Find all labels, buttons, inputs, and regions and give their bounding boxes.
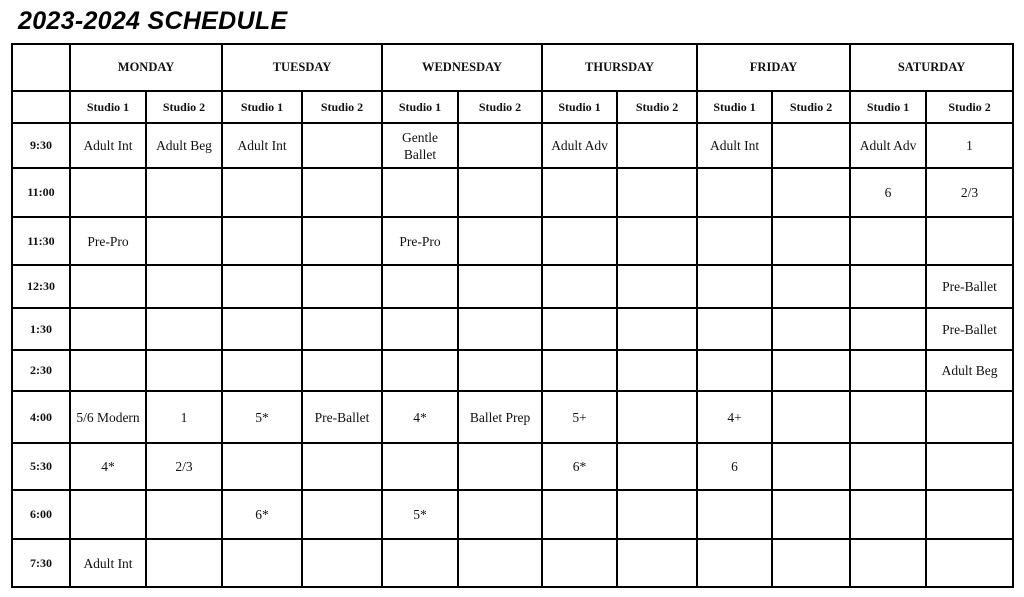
class-cell [382,308,458,350]
class-cell [850,265,926,308]
studio-header: Studio 1 [697,91,772,123]
corner-cell [12,44,70,91]
class-cell: Adult Int [70,123,146,168]
class-cell [302,539,382,587]
class-cell [302,308,382,350]
class-cell [697,490,772,539]
class-cell [772,539,850,587]
class-cell [772,168,850,217]
class-cell [542,308,617,350]
class-cell: 6* [542,443,617,490]
studio-header: Studio 2 [772,91,850,123]
class-cell [542,350,617,391]
class-cell [542,490,617,539]
time-cell: 11:00 [12,168,70,217]
schedule-row [12,350,1013,391]
class-cell [70,265,146,308]
schedule-table [11,43,1014,588]
class-cell [617,265,697,308]
day-header-monday: MONDAY [70,44,222,91]
class-cell [458,123,542,168]
class-cell: 5/6 Modern [70,391,146,443]
class-cell [146,350,222,391]
class-cell [70,350,146,391]
class-cell [222,168,302,217]
class-cell [617,490,697,539]
class-cell [458,168,542,217]
day-header-thursday: THURSDAY [542,44,697,91]
class-cell: Adult Beg [146,123,222,168]
schedule-row [12,443,1013,490]
class-cell [617,123,697,168]
time-cell: 5:30 [12,443,70,490]
class-cell: Pre-Ballet [926,265,1013,308]
studio-header: Studio 1 [542,91,617,123]
class-cell: 2/3 [146,443,222,490]
day-header-friday: FRIDAY [697,44,850,91]
studio-header: Studio 2 [926,91,1013,123]
class-cell: Adult Beg [926,350,1013,391]
class-cell [458,539,542,587]
class-cell [222,443,302,490]
class-cell [772,308,850,350]
class-cell [146,490,222,539]
class-cell [542,265,617,308]
class-cell: 5+ [542,391,617,443]
studio-header: Studio 1 [382,91,458,123]
class-cell [146,168,222,217]
class-cell [697,265,772,308]
class-cell [458,350,542,391]
class-cell [697,539,772,587]
class-cell [772,217,850,265]
time-cell: 2:30 [12,350,70,391]
class-cell [222,350,302,391]
class-cell: 2/3 [926,168,1013,217]
class-cell: Adult Adv [542,123,617,168]
schedule-row [12,123,1013,168]
day-header-row [12,44,1013,91]
class-cell [146,308,222,350]
schedule-row [12,490,1013,539]
class-cell [772,490,850,539]
studio-header: Studio 2 [302,91,382,123]
class-cell [458,443,542,490]
class-cell [617,308,697,350]
class-cell [772,350,850,391]
class-cell [70,308,146,350]
class-cell [302,217,382,265]
day-header-wednesday: WEDNESDAY [382,44,542,91]
class-cell [850,217,926,265]
class-cell: Adult Int [222,123,302,168]
time-cell: 7:30 [12,539,70,587]
class-cell [697,217,772,265]
class-cell [382,168,458,217]
class-cell: 6* [222,490,302,539]
schedule-row [12,391,1013,443]
corner-cell [12,91,70,123]
studio-header: Studio 2 [458,91,542,123]
class-cell [850,308,926,350]
class-cell: Pre-Ballet [926,308,1013,350]
class-cell [222,265,302,308]
class-cell [926,217,1013,265]
class-cell [222,539,302,587]
studio-header: Studio 1 [70,91,146,123]
class-cell: Ballet Prep [458,391,542,443]
studio-header: Studio 2 [617,91,697,123]
class-cell [382,443,458,490]
day-header-saturday: SATURDAY [850,44,1013,91]
class-cell [458,490,542,539]
class-cell [302,350,382,391]
class-cell [222,217,302,265]
class-cell [302,123,382,168]
class-cell [926,391,1013,443]
class-cell [926,539,1013,587]
class-cell: Pre-Ballet [302,391,382,443]
class-cell: 5* [382,490,458,539]
class-cell: Pre-Pro [382,217,458,265]
class-cell [772,123,850,168]
class-cell [382,350,458,391]
class-cell: 6 [850,168,926,217]
studio-header: Studio 2 [146,91,222,123]
class-cell [772,265,850,308]
time-cell: 6:00 [12,490,70,539]
schedule-row [12,265,1013,308]
class-cell [926,490,1013,539]
class-cell [458,308,542,350]
class-cell [850,443,926,490]
class-cell: 6 [697,443,772,490]
schedule-row [12,308,1013,350]
class-cell [146,539,222,587]
day-header-tuesday: TUESDAY [222,44,382,91]
time-cell: 11:30 [12,217,70,265]
class-cell [772,391,850,443]
class-cell [146,217,222,265]
class-cell: Adult Int [70,539,146,587]
class-cell: Gentle Ballet [382,123,458,168]
class-cell [146,265,222,308]
class-cell [70,168,146,217]
time-cell: 9:30 [12,123,70,168]
class-cell: Pre-Pro [70,217,146,265]
class-cell: 1 [146,391,222,443]
class-cell [617,443,697,490]
class-cell [458,217,542,265]
class-cell [772,443,850,490]
class-cell [302,265,382,308]
time-cell: 4:00 [12,391,70,443]
class-cell [542,539,617,587]
schedule-row [12,539,1013,587]
class-cell [617,391,697,443]
class-cell [697,350,772,391]
class-cell [70,490,146,539]
class-cell: 4+ [697,391,772,443]
studio-header: Studio 1 [222,91,302,123]
schedule-row [12,217,1013,265]
class-cell: 5* [222,391,302,443]
class-cell: Adult Int [697,123,772,168]
class-cell [458,265,542,308]
class-cell: 1 [926,123,1013,168]
class-cell [617,217,697,265]
studio-header: Studio 1 [850,91,926,123]
class-cell [617,350,697,391]
class-cell [850,391,926,443]
class-cell [542,168,617,217]
class-cell [302,490,382,539]
time-cell: 12:30 [12,265,70,308]
class-cell [542,217,617,265]
class-cell: 4* [70,443,146,490]
schedule-title: 2023-2024 SCHEDULE [18,7,288,35]
studio-header-row [12,91,1013,123]
class-cell: Adult Adv [850,123,926,168]
class-cell [222,308,302,350]
class-cell [850,539,926,587]
class-cell [617,539,697,587]
class-cell [926,443,1013,490]
class-cell [617,168,697,217]
class-cell [302,443,382,490]
class-cell [850,490,926,539]
class-cell: 4* [382,391,458,443]
class-cell [302,168,382,217]
class-cell [697,308,772,350]
class-cell [850,350,926,391]
class-cell [382,539,458,587]
class-cell [382,265,458,308]
schedule-row [12,168,1013,217]
class-cell [697,168,772,217]
time-cell: 1:30 [12,308,70,350]
